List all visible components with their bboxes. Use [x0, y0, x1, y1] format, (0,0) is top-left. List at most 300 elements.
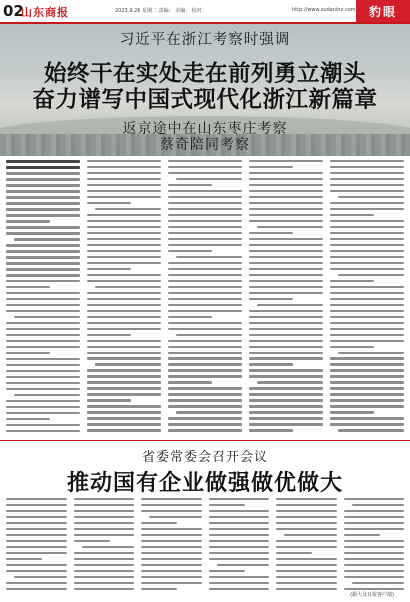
text-line [6, 498, 67, 500]
text-line [276, 498, 337, 500]
text-line [249, 280, 323, 282]
text-line [249, 178, 323, 180]
text-line [344, 534, 380, 536]
text-line [249, 417, 323, 419]
text-line [330, 411, 374, 413]
text-line [95, 363, 161, 365]
text-line [249, 238, 323, 240]
text-line [344, 540, 405, 542]
text-line [344, 558, 405, 560]
text-line [330, 226, 404, 228]
lead-title-line1: 始终干在实处走在前列勇立潮头 [43, 61, 366, 87]
text-line [168, 322, 242, 324]
text-line [6, 418, 50, 420]
text-line [87, 328, 161, 330]
text-line [257, 381, 323, 383]
text-line [6, 358, 80, 360]
text-line [6, 178, 80, 180]
text-line [344, 498, 405, 500]
text-line [330, 417, 404, 419]
text-line [6, 304, 80, 306]
text-line [168, 202, 242, 204]
text-line [87, 393, 161, 395]
text-line [249, 393, 323, 395]
text-line [344, 546, 405, 548]
text-line [330, 178, 404, 180]
text-line [249, 405, 323, 407]
text-line [6, 262, 80, 264]
text-column [330, 158, 404, 438]
text-line [209, 582, 270, 584]
text-line [6, 376, 80, 378]
text-line [87, 226, 161, 228]
text-line [87, 190, 161, 192]
text-line [6, 504, 67, 506]
text-line [6, 352, 50, 354]
text-line [330, 160, 404, 162]
masthead [0, 0, 410, 22]
text-line [338, 274, 404, 276]
text-line [6, 510, 67, 512]
website-link[interactable]: http://www.sudaninx.com [292, 7, 356, 13]
text-line [141, 510, 202, 512]
text-line [74, 540, 110, 542]
text-line [168, 238, 242, 240]
text-line [141, 582, 202, 584]
text-line [74, 522, 135, 524]
text-line [249, 352, 323, 354]
text-line [87, 256, 161, 258]
text-line [141, 498, 202, 500]
text-line [74, 576, 135, 578]
text-line [352, 582, 405, 584]
text-line [6, 244, 80, 246]
text-line [168, 196, 242, 198]
text-line [6, 382, 80, 384]
text-line [276, 558, 337, 560]
text-line [168, 357, 242, 359]
text-line [6, 292, 80, 294]
text-line [176, 256, 242, 258]
text-line [141, 588, 177, 590]
text-line [330, 298, 404, 300]
text-line [6, 370, 80, 372]
text-line [168, 208, 242, 210]
text-line [330, 340, 404, 342]
text-line [6, 190, 80, 192]
text-line [168, 268, 242, 270]
text-line [168, 346, 242, 348]
text-line [87, 310, 161, 312]
text-line [249, 214, 323, 216]
text-line [87, 244, 161, 246]
text-line [209, 510, 270, 512]
text-line [276, 504, 337, 506]
text-line [209, 522, 270, 524]
text-line [168, 232, 242, 234]
text-line [87, 178, 161, 180]
text-line [6, 528, 67, 530]
text-line [6, 220, 50, 222]
text-line [330, 184, 404, 186]
text-line [74, 516, 135, 518]
text-column [87, 158, 161, 438]
text-line [14, 576, 67, 578]
text-line [74, 564, 135, 566]
text-line [249, 262, 323, 264]
text-line [344, 576, 405, 578]
text-line [249, 160, 323, 162]
text-line [14, 316, 80, 318]
text-line [87, 250, 161, 252]
text-line [6, 346, 80, 348]
text-line [141, 546, 202, 548]
text-line [14, 394, 80, 396]
text-line [249, 328, 323, 330]
text-line [168, 423, 242, 425]
text-line [168, 328, 242, 330]
text-line [330, 280, 374, 282]
text-line [249, 310, 323, 312]
text-line [344, 564, 405, 566]
section-rule [0, 440, 410, 441]
text-line [82, 546, 135, 548]
text-line [6, 430, 80, 432]
text-line [249, 429, 293, 431]
text-line [74, 510, 135, 512]
text-line [6, 564, 67, 566]
text-line [344, 570, 405, 572]
text-line [330, 375, 404, 377]
text-line [87, 369, 161, 371]
text-line [6, 328, 80, 330]
text-line [87, 387, 161, 389]
text-line [87, 334, 131, 336]
text-line [95, 286, 161, 288]
text-line [6, 268, 80, 270]
text-line [284, 534, 337, 536]
text-line [249, 268, 323, 270]
text-line [168, 160, 242, 162]
text-line [6, 340, 80, 342]
text-line [217, 564, 270, 566]
text-line [249, 375, 323, 377]
text-line [330, 387, 404, 389]
text-line [249, 244, 323, 246]
text-line [6, 424, 80, 426]
text-line [6, 202, 80, 204]
text-line [149, 516, 202, 518]
text-line [74, 498, 135, 500]
text-line [330, 346, 374, 348]
text-line [249, 286, 323, 288]
text-line [249, 172, 323, 174]
text-line [168, 292, 242, 294]
text-line [87, 405, 161, 407]
text-line [6, 552, 67, 554]
text-line [209, 504, 245, 506]
text-line [276, 564, 337, 566]
text-line [168, 262, 242, 264]
source-note: (据大众日报客户端) [350, 592, 394, 598]
text-line [6, 232, 80, 234]
text-line [6, 516, 67, 518]
text-line [168, 304, 242, 306]
text-line [209, 528, 270, 530]
text-line [330, 334, 404, 336]
text-line [87, 196, 161, 198]
text-line [141, 570, 202, 572]
text-line [6, 540, 67, 542]
text-line [74, 534, 135, 536]
text-line [330, 369, 404, 371]
text-line [168, 363, 242, 365]
text-line [249, 298, 293, 300]
lead-kicker: 习近平在浙江考察时强调 [119, 32, 291, 48]
text-line [141, 564, 202, 566]
text-line [168, 352, 242, 354]
text-line [141, 522, 177, 524]
text-line [249, 363, 293, 365]
text-line [276, 522, 337, 524]
text-line [168, 399, 242, 401]
text-column [141, 496, 202, 594]
text-line [6, 208, 80, 210]
text-line [249, 184, 323, 186]
text-line [330, 166, 404, 168]
text-line [344, 522, 405, 524]
text-line [344, 588, 405, 590]
text-line [6, 280, 80, 282]
text-line [330, 244, 404, 246]
text-line [87, 346, 161, 348]
text-line [6, 310, 80, 312]
text-line [168, 220, 242, 222]
text-line [6, 274, 80, 276]
text-line [168, 417, 242, 419]
text-column [209, 496, 270, 594]
text-line [249, 423, 323, 425]
text-line [87, 298, 161, 300]
text-line [168, 286, 242, 288]
story2-title: 推动国有企业做强做优做大 [66, 471, 343, 496]
text-line [87, 417, 161, 419]
text-line [344, 510, 405, 512]
text-line [87, 214, 161, 216]
text-line [209, 558, 270, 560]
text-line [330, 202, 404, 204]
text-line [276, 588, 337, 590]
text-line [330, 190, 404, 192]
text-line [249, 316, 323, 318]
text-line [330, 268, 404, 270]
text-line [344, 552, 405, 554]
text-line [6, 388, 80, 390]
text-line [6, 184, 80, 186]
text-line [330, 292, 404, 294]
text-line [168, 226, 242, 228]
text-line [257, 304, 323, 306]
text-line [330, 310, 404, 312]
text-line [6, 570, 67, 572]
text-line [338, 352, 404, 354]
text-line [6, 250, 80, 252]
text-line [168, 172, 242, 174]
text-line [168, 184, 212, 186]
text-line [74, 588, 135, 590]
text-line [276, 528, 337, 530]
text-line [249, 256, 323, 258]
text-line [168, 387, 242, 389]
lead-deck-line1: 返京途中在山东枣庄考察 [122, 121, 288, 137]
text-line [168, 381, 212, 383]
text-line [141, 528, 202, 530]
text-line [87, 160, 161, 162]
text-line [176, 334, 242, 336]
text-line [87, 184, 161, 186]
text-line [330, 250, 404, 252]
text-line [87, 304, 161, 306]
text-line [74, 570, 135, 572]
text-line [249, 208, 323, 210]
text-line [6, 412, 80, 414]
text-line [209, 546, 270, 548]
lead-body-columns [6, 158, 404, 438]
text-line [168, 250, 212, 252]
text-line [209, 588, 270, 590]
date-line: 2023.9.26 星期二 责编： 美编： 校对： [115, 8, 207, 14]
text-line [330, 214, 374, 216]
text-line [249, 220, 323, 222]
text-line [330, 220, 404, 222]
text-line [330, 322, 404, 324]
story2-body-columns [6, 496, 404, 594]
text-line [6, 334, 80, 336]
text-line [344, 528, 405, 530]
text-line [87, 399, 131, 401]
text-line [168, 375, 242, 377]
text-line [87, 316, 161, 318]
text-line [6, 226, 80, 228]
text-line [6, 160, 80, 163]
text-line [249, 190, 323, 192]
text-line [6, 166, 80, 169]
text-line [209, 552, 270, 554]
text-line [168, 316, 212, 318]
text-line [87, 166, 161, 168]
text-line [330, 208, 404, 210]
text-line [168, 280, 242, 282]
text-line [87, 202, 131, 204]
text-line [330, 262, 404, 264]
text-line [6, 406, 80, 408]
text-line [168, 429, 242, 431]
text-line [249, 357, 323, 359]
text-line [338, 429, 404, 431]
text-line [87, 262, 161, 264]
text-line [249, 340, 323, 342]
text-line [249, 346, 323, 348]
text-line [6, 256, 80, 258]
text-line [74, 552, 135, 554]
section-tag: 豹眼 [356, 0, 410, 22]
text-line [352, 504, 405, 506]
text-line [330, 393, 404, 395]
text-line [87, 357, 161, 359]
paper-name: 山东商报 [21, 6, 69, 19]
text-line [276, 552, 312, 554]
text-line [168, 166, 242, 168]
text-line [74, 582, 135, 584]
story2-deck: 省委常委会召开会议 [141, 450, 268, 465]
text-column [6, 158, 80, 438]
text-line [141, 558, 202, 560]
text-line [87, 411, 161, 413]
text-line [249, 274, 323, 276]
text-line [330, 399, 404, 401]
text-line [14, 238, 80, 240]
text-line [176, 411, 242, 413]
text-line [6, 534, 67, 536]
text-line [209, 534, 270, 536]
text-line [168, 190, 242, 192]
issue-number: 02 [3, 2, 24, 20]
text-line [276, 510, 337, 512]
text-line [6, 522, 67, 524]
text-line [249, 334, 323, 336]
text-line [6, 546, 67, 548]
text-line [257, 226, 323, 228]
text-line [87, 381, 161, 383]
text-column [6, 496, 67, 594]
text-line [330, 172, 404, 174]
text-column [276, 496, 337, 594]
text-line [249, 369, 323, 371]
text-line [249, 196, 323, 198]
text-line [330, 381, 404, 383]
text-line [87, 280, 161, 282]
text-line [249, 399, 323, 401]
text-line [330, 304, 404, 306]
text-line [141, 534, 202, 536]
text-line [74, 558, 135, 560]
text-line [168, 369, 242, 371]
text-line [276, 570, 337, 572]
text-line [276, 516, 337, 518]
text-line [87, 340, 161, 342]
text-line [6, 172, 80, 174]
text-line [249, 292, 323, 294]
text-line [87, 220, 161, 222]
text-line [209, 540, 270, 542]
text-line [330, 232, 404, 234]
text-line [276, 546, 337, 548]
text-line [330, 286, 404, 288]
text-line [87, 429, 161, 431]
text-line [87, 292, 161, 294]
text-line [249, 322, 323, 324]
text-line [87, 172, 161, 174]
text-column [74, 496, 135, 594]
text-line [6, 214, 80, 216]
lead-deck-line2: 蔡奇陪同考察 [160, 137, 250, 153]
text-line [176, 178, 242, 180]
text-line [6, 322, 80, 324]
text-line [87, 238, 161, 240]
text-line [87, 375, 161, 377]
text-line [6, 298, 80, 300]
text-line [168, 298, 242, 300]
